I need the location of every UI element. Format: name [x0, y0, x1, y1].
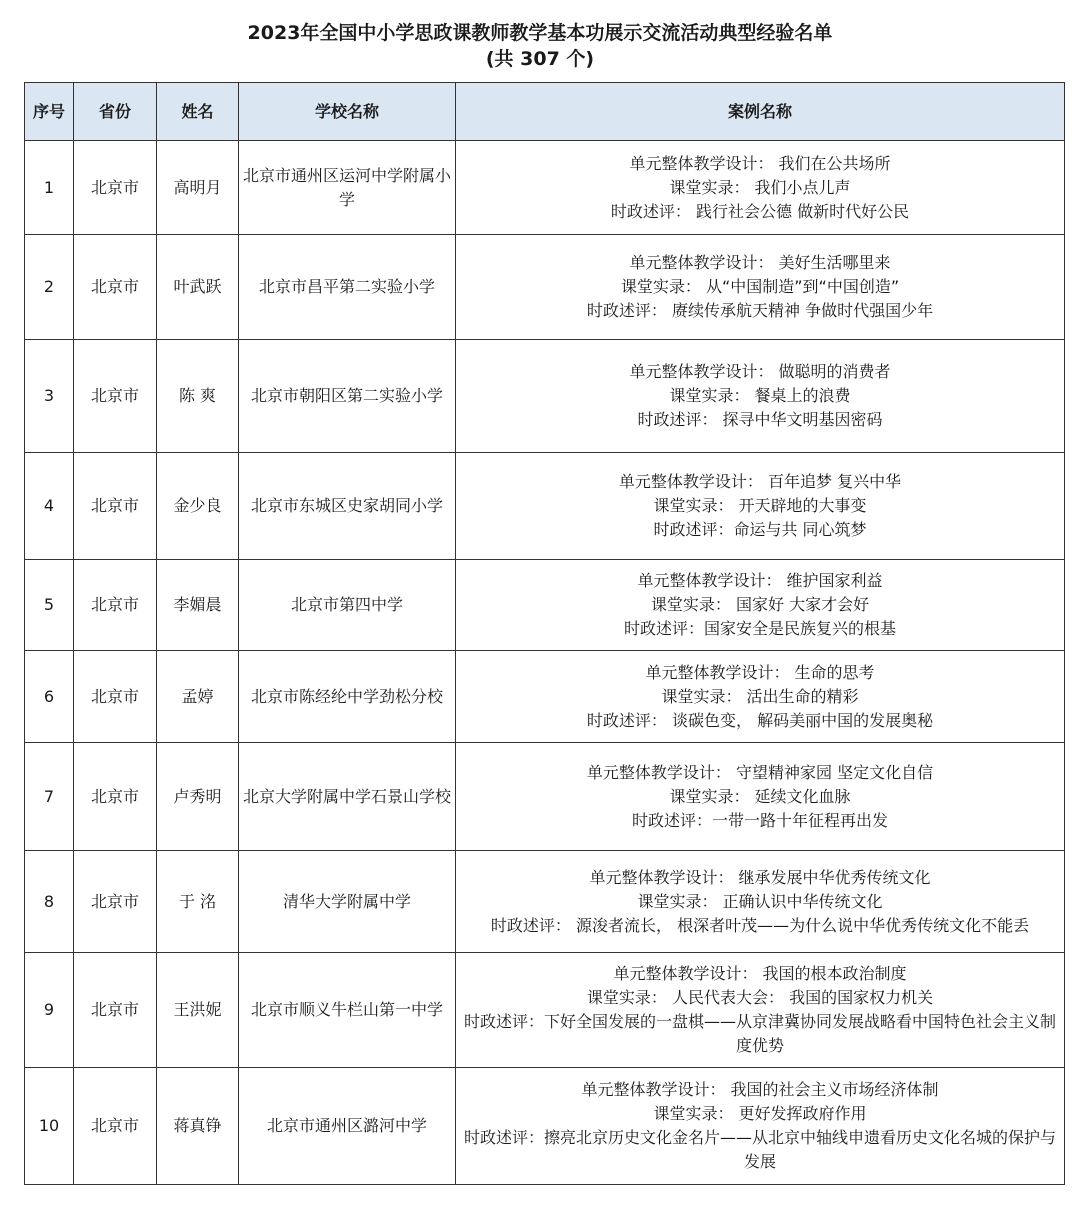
cell-no: 10 [25, 1068, 74, 1185]
table-body [25, 141, 1065, 1185]
case-line: 课堂实录： 延续文化血脉 [669, 786, 851, 806]
title-block [0, 0, 1080, 70]
cell-no: 7 [25, 743, 74, 851]
table-row [25, 235, 1065, 340]
roster-table [24, 82, 1065, 1185]
cell-school: 北京市朝阳区第二实验小学 [239, 340, 456, 453]
cell-case [456, 1068, 1065, 1185]
cell-province: 北京市 [74, 560, 157, 651]
cell-school: 北京市通州区运河中学附属小学 [239, 141, 456, 235]
case-line: 时政述评：国家安全是民族复兴的根基 [623, 619, 896, 638]
case-line: 单元整体教学设计： 我国的根本政治制度 [613, 964, 907, 983]
case-line: 时政述评：一带一路十年征程再出发 [631, 810, 888, 830]
table-row [25, 1068, 1065, 1185]
case-line: 单元整体教学设计： 生命的思考 [645, 662, 875, 682]
cell-case [456, 235, 1065, 340]
cell-name: 陈 爽 [157, 340, 239, 453]
cell-school: 北京市昌平第二实验小学 [239, 235, 456, 340]
cell-no: 9 [25, 953, 74, 1068]
cell-case [456, 453, 1065, 560]
table-row [25, 743, 1065, 851]
cell-no: 4 [25, 453, 74, 560]
case-line: 时政述评： 探寻中华文明基因密码 [637, 410, 883, 429]
cell-province: 北京市 [74, 743, 157, 851]
cell-province: 北京市 [74, 235, 157, 340]
cell-name: 于 洺 [157, 851, 239, 953]
table-row [25, 141, 1065, 235]
cell-school: 清华大学附属中学 [239, 851, 456, 953]
cell-school: 北京市第四中学 [239, 560, 456, 651]
cell-province: 北京市 [74, 141, 157, 235]
cell-case [456, 743, 1065, 851]
cell-province: 北京市 [74, 953, 157, 1068]
case-line: 课堂实录： 活出生命的精彩 [661, 686, 859, 706]
case-line: 课堂实录： 人民代表大会： 我国的国家权力机关 [586, 988, 934, 1007]
cell-case [456, 141, 1065, 235]
table-row [25, 560, 1065, 651]
case-line: 课堂实录： 国家好 大家才会好 [650, 595, 870, 614]
cell-case [456, 953, 1065, 1068]
cell-case [456, 340, 1065, 453]
cell-no: 6 [25, 651, 74, 743]
cell-no: 3 [25, 340, 74, 453]
case-line: 课堂实录： 正确认识中华传统文化 [637, 891, 883, 911]
cell-school: 北京市通州区潞河中学 [239, 1068, 456, 1185]
cell-name: 李媚晨 [157, 560, 239, 651]
cell-name: 王洪妮 [157, 953, 239, 1068]
table-row [25, 651, 1065, 743]
case-line: 单元整体教学设计： 我们在公共场所 [629, 153, 891, 173]
case-line: 单元整体教学设计： 守望精神家园 坚定文化自信 [586, 762, 934, 782]
column-header-no: 序号 [25, 83, 74, 141]
cell-name: 卢秀明 [157, 743, 239, 851]
column-header-province: 省份 [74, 83, 157, 141]
cell-name: 蒋真铮 [157, 1068, 239, 1185]
page-title: 2023年全国中小学思政课教师教学基本功展示交流活动典型经验名单 [247, 22, 833, 44]
case-line: 时政述评：命运与共 同心筑梦 [653, 520, 867, 539]
case-line: 单元整体教学设计： 做聪明的消费者 [629, 362, 891, 381]
cell-no: 1 [25, 141, 74, 235]
column-header-school: 学校名称 [239, 83, 456, 141]
cell-school: 北京市陈经纶中学劲松分校 [239, 651, 456, 743]
cell-no: 2 [25, 235, 74, 340]
cell-name: 孟婷 [157, 651, 239, 743]
case-line: 课堂实录： 餐桌上的浪费 [669, 386, 851, 405]
case-line: 时政述评：擦亮北京历史文化金名片——从北京中轴线申遗看历史文化名城的保护与发展 [463, 1128, 1056, 1171]
case-line: 时政述评：下好全国发展的一盘棋——从京津冀协同发展战略看中国特色社会主义制度优势 [463, 1012, 1056, 1055]
cell-name: 金少良 [157, 453, 239, 560]
cell-no: 5 [25, 560, 74, 651]
case-line: 单元整体教学设计： 维护国家利益 [637, 571, 883, 590]
cell-case [456, 851, 1065, 953]
cell-no: 8 [25, 851, 74, 953]
case-line: 课堂实录： 更好发挥政府作用 [653, 1104, 867, 1123]
case-line: 时政述评： 源浚者流长， 根深者叶茂——为什么说中华优秀传统文化不能丢 [490, 915, 1030, 935]
cell-name: 叶武跃 [157, 235, 239, 340]
cell-province: 北京市 [74, 340, 157, 453]
column-header-name: 姓名 [157, 83, 239, 141]
case-line: 课堂实录： 开天辟地的大事变 [653, 496, 867, 515]
cell-province: 北京市 [74, 1068, 157, 1185]
cell-case [456, 560, 1065, 651]
case-line: 单元整体教学设计： 继承发展中华优秀传统文化 [589, 867, 931, 887]
table-row [25, 453, 1065, 560]
cell-case [456, 651, 1065, 743]
case-line: 单元整体教学设计： 美好生活哪里来 [629, 253, 891, 272]
case-line: 课堂实录： 我们小点儿声 [669, 177, 851, 197]
case-line: 课堂实录： 从“中国制造”到“中国创造” [620, 277, 900, 296]
column-header-case: 案例名称 [456, 83, 1065, 141]
cell-province: 北京市 [74, 851, 157, 953]
case-line: 单元整体教学设计： 我国的社会主义市场经济体制 [581, 1080, 939, 1099]
cell-school: 北京市东城区史家胡同小学 [239, 453, 456, 560]
table-row [25, 340, 1065, 453]
table-header-row [25, 83, 1065, 141]
case-line: 时政述评： 践行社会公德 做新时代好公民 [610, 201, 910, 221]
cell-school: 北京市顺义牛栏山第一中学 [239, 953, 456, 1068]
case-line: 单元整体教学设计： 百年追梦 复兴中华 [618, 472, 902, 491]
cell-province: 北京市 [74, 453, 157, 560]
cell-name: 高明月 [157, 141, 239, 235]
table-row [25, 851, 1065, 953]
cell-province: 北京市 [74, 651, 157, 743]
case-line: 时政述评： 赓续传承航天精神 争做时代强国少年 [586, 301, 934, 320]
cell-school: 北京大学附属中学石景山学校 [239, 743, 456, 851]
page-subtitle: (共 307 个) [485, 48, 595, 70]
case-line: 时政述评： 谈碳色变， 解码美丽中国的发展奥秘 [586, 710, 934, 730]
table-row [25, 953, 1065, 1068]
